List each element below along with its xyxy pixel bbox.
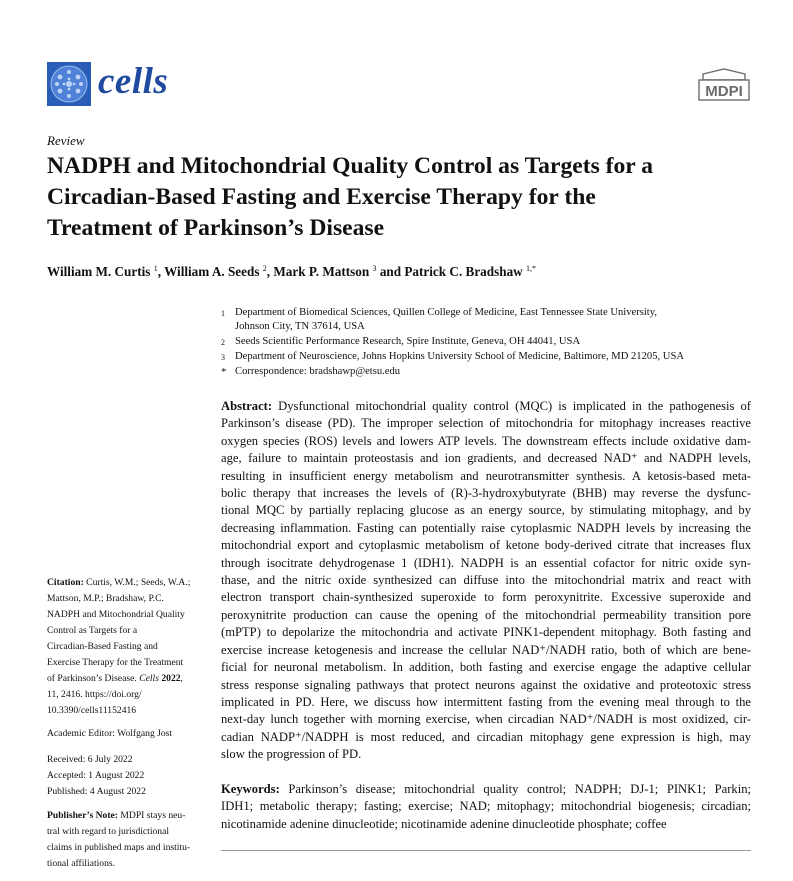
author-name: William A. Seeds (164, 264, 260, 279)
abstract-line: peroxynitrite production can cause the opening of the mitochondrial permeability transition pore (221, 607, 751, 622)
received-date: Received: 6 July 2022 (47, 754, 133, 765)
abstract-line: slow the progression of PD. (221, 747, 362, 762)
abstract-line: exercise increase ketogenesis and increase the cellular NAD⁺/NADH ratio, both of which are bene- (221, 642, 751, 657)
citation-block: Citation: Curtis, W.M.; Seeds, W.A.; Mattson, M.P.; Bradshaw, P.C. NADPH and Mitochondrial Quality Control as Targets for a Circadian-Based Fasting and Exercise Therapy for the Treatment of Parkinson’s Disease. Cells 2022, 11, 2416. https://doi.org/ 10.3390/cells11152416 (47, 575, 207, 719)
author-name: Mark P. Mattson (273, 264, 370, 279)
publisher-note-label: Publisher’s Note: (47, 810, 118, 821)
abstract-line: electron transport chain-synthesized superoxide to form peroxynitrite. Excessive superoxide and (221, 590, 751, 605)
citation-text: of Parkinson’s Disease. (47, 673, 140, 684)
correspondence (221, 365, 400, 379)
abstract-line: (mPTP) to depolarize the mitochondria and activate PINK1-dependent mitophagy. Both fasting and (221, 625, 751, 640)
abstract-line: resulting in insufficient energy metabolism and neurotransmitter synthesis. A ketosis-based meta- (221, 468, 751, 483)
abstract-line: cadian NADP⁺/NADPH is most reduced, and circadian mitophagy gene expression is high, may (221, 729, 751, 744)
affiliation-1 (221, 306, 657, 334)
affiliation-3 (221, 350, 684, 364)
author-affil: 1,* (526, 264, 536, 273)
keywords-line: Keywords: Parkinson’s disease; mitochondrial quality control; NADPH; DJ-1; PINK1; Parkin; (221, 782, 751, 796)
affiliation-2 (221, 335, 580, 349)
abstract-line: stress response signaling pathways that protect neurons against the oxidative and proteotoxic stress (221, 677, 751, 692)
keywords-label: Keywords: (221, 782, 280, 796)
abstract-line: decreasing inflammation. Fasting can potentially raise cytoplasmic NADPH levels by increasing the (221, 520, 751, 535)
abstract-line: tional MQC by partially replacing glucose as an energy source, by stimulating mitophagy, and by (221, 503, 751, 518)
citation-doi-link[interactable]: 10.3390/cells11152416 (47, 705, 137, 716)
citation-label: Citation: (47, 577, 84, 588)
article-title (47, 151, 747, 244)
abstract-line: thase, and the nitric oxide synthesized can diffuse into the mitochondrial matrix and react with (221, 573, 751, 588)
abstract-line: bolic therapy that increases the levels of (R)-3-hydroxybutyrate (BHB) may reverse the dysfunc- (221, 486, 751, 501)
citation-text: Circadian-Based Fasting and (47, 641, 158, 652)
citation-text: Control as Targets for a (47, 625, 138, 636)
affiliation-number: 3 (221, 353, 225, 362)
affiliation-text: Seeds Scientific Performance Research, Spire Institute, Geneva, OH 44041, USA (235, 336, 581, 347)
author-list (47, 264, 536, 280)
article-type: Review (47, 133, 85, 148)
title-line: NADPH and Mitochondrial Quality Control as Targets for a (47, 153, 654, 179)
abstract-line: ficial for neuronal metabolism. In addition, both fasting and exercise engage the adaptive cellular (221, 660, 751, 675)
accepted-date: Accepted: 1 August 2022 (47, 770, 145, 781)
citation-text: 11, 2416. https://doi.org/ (47, 689, 142, 700)
author-affil: 3 (372, 264, 377, 273)
author-affil: 2 (262, 264, 267, 273)
affiliation-text: Department of Biomedical Sciences, Quillen College of Medicine, East Tennessee State University, (235, 307, 658, 318)
mdpi-logo (697, 68, 751, 102)
citation-journal: Cells (139, 673, 159, 684)
author-affil: 1 (153, 264, 158, 273)
mdpi-logo-text: MDPI (705, 83, 743, 100)
correspondence-email-link[interactable]: Correspondence: bradshawp@etsu.edu (235, 366, 401, 377)
title-line: Treatment of Parkinson’s Disease (47, 215, 385, 241)
affiliation-text: Johnson City, TN 37614, USA (235, 321, 365, 332)
citation-text: Curtis, W.M.; Seeds, W.A.; (83, 577, 191, 588)
cells-journal-icon (47, 62, 91, 106)
publisher-note: Publisher’s Note: MDPI stays neu- tral with regard to jurisdictional claims in published maps and institu- tional affiliations. (47, 810, 191, 869)
citation-year: 2022 (161, 673, 181, 684)
author-name: Patrick C. Bradshaw (404, 264, 523, 279)
affiliation-number: 1 (221, 309, 225, 318)
keywords-line: IDH1; metabolic therapy; fasting; exercise; NAD; mitophagy; mitochondrial biogenesis; circadian; (221, 799, 751, 814)
title-line: Circadian-Based Fasting and Exercise Therapy for the (47, 184, 596, 210)
section-divider (221, 850, 751, 851)
abstract-line: age, failure to maintain proteostasis and ion gradients, and decreased NAD⁺ and NADPH levels, (221, 451, 751, 466)
keywords-line: nicotinamide adenine dinucleotide; nicotinamide adenine dinucleotide phosphate; coffee (221, 816, 667, 831)
academic-editor: Academic Editor: Wolfgang Jost (47, 728, 173, 739)
citation-text: Exercise Therapy for the Treatment (47, 657, 184, 668)
affiliation-text: Department of Neuroscience, Johns Hopkins University School of Medicine, Baltimore, MD 21205, USA (235, 351, 684, 362)
keywords (221, 781, 751, 833)
abstract-label: Abstract: (221, 399, 273, 413)
abstract-line: mitochondrial export and cytoplasmic metabolism of ketone body-derived citrate that increases flux (221, 538, 751, 553)
abstract-line: Parkinson’s disease (PD). The improper selection of mitochondria for mitophagy increases reactive (221, 416, 751, 431)
abstract-line: next-day lunch together with morning exercise, when circadian NAD⁺/NADH is most oxidized, cir- (221, 712, 751, 727)
affiliation-number: * (221, 366, 227, 378)
abstract-line: oxygen species (ROS) levels and lowers ATP levels. The downstream effects include oxidative dam- (221, 433, 751, 448)
abstract (221, 398, 751, 764)
abstract-line: implicated in PD. Here, we discuss how intermittent fasting from the evening meal through to the (221, 694, 751, 709)
affiliation-number: 2 (221, 338, 225, 347)
author-separator: , (266, 264, 274, 279)
author-separator: , (157, 264, 165, 279)
citation-text: NADPH and Mitochondrial Quality (47, 609, 185, 620)
dates-block (47, 752, 207, 800)
journal-name: cells (98, 61, 169, 102)
author-name: William M. Curtis (47, 264, 151, 279)
author-separator: and (376, 264, 405, 279)
published-date: Published: 4 August 2022 (47, 786, 146, 797)
abstract-line: Abstract: Dysfunctional mitochondrial quality control (MQC) is implicated in the pathogenesis of (221, 399, 751, 413)
abstract-line: through isocitrate dehydrogenase 1 (IDH1). NADPH is an essential cofactor for nitric oxide syn- (221, 555, 751, 570)
citation-text: Mattson, M.P.; Bradshaw, P.C. (47, 593, 164, 604)
